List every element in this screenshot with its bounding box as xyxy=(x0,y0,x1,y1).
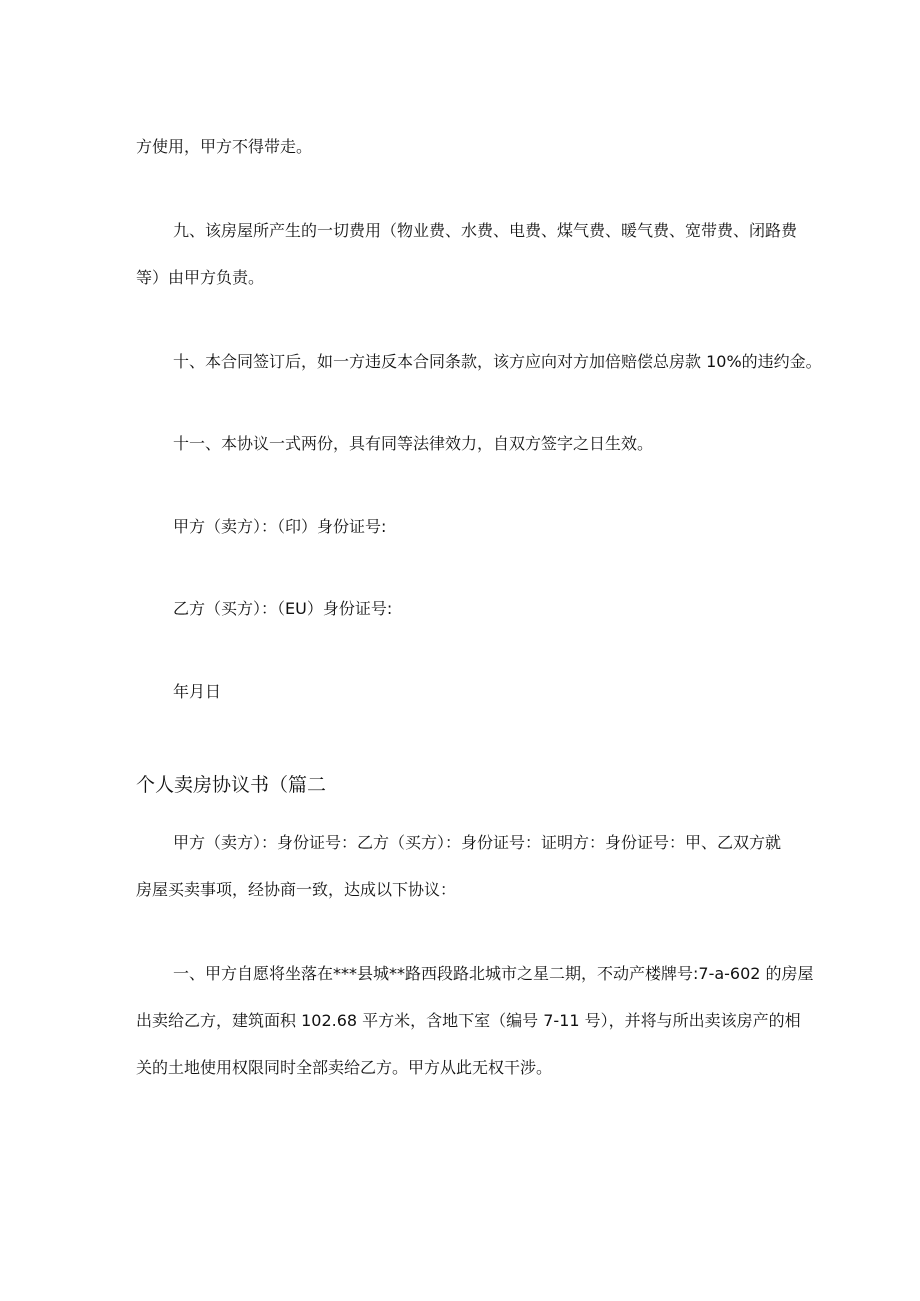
signature-party-b: 乙方（买方）：（EU）身份证号: xyxy=(173,599,393,618)
section-2-title: 个人卖房协议书（篇二 xyxy=(136,774,327,796)
section-2-clause-1-line-3: 关的土地使用权限同时全部卖给乙方。甲方从此无权干涉。 xyxy=(136,1058,553,1077)
clause-8-continuation: 方使用，甲方不得带走。 xyxy=(136,137,313,156)
clause-11: 十一、本协议一式两份，具有同等法律效力，自双方签字之日生效。 xyxy=(173,434,654,453)
signature-date: 年月日 xyxy=(173,682,222,701)
section-2-intro-line-2: 房屋买卖事项，经协商一致，达成以下协议： xyxy=(136,880,457,899)
signature-party-a: 甲方（卖方）：（印）身份证号: xyxy=(173,517,387,536)
clause-10: 十、本合同签订后，如一方违反本合同条款，该方应向对方加倍赔偿总房款 10%的违约金。 xyxy=(173,352,822,371)
section-2-intro-line-1: 甲方（卖方）：身份证号：乙方（买方）：身份证号：证明方：身份证号：甲、乙双方就 xyxy=(173,833,782,852)
section-2-clause-1-line-2: 出卖给乙方，建筑面积 102.68 平方米，含地下室（编号 7-11 号），并将与所出卖该房产的相 xyxy=(136,1011,801,1030)
section-2-clause-1-line-1: 一、甲方自愿将坐落在***县城**路西段路北城市之星二期，不动产楼牌号:7-a-602 的房屋 xyxy=(173,964,814,983)
clause-9-line-1: 九、该房屋所产生的一切费用（物业费、水费、电费、煤气费、暖气费、宽带费、闭路费 xyxy=(173,221,798,240)
clause-9-line-2: 等）由甲方负责。 xyxy=(136,268,265,287)
